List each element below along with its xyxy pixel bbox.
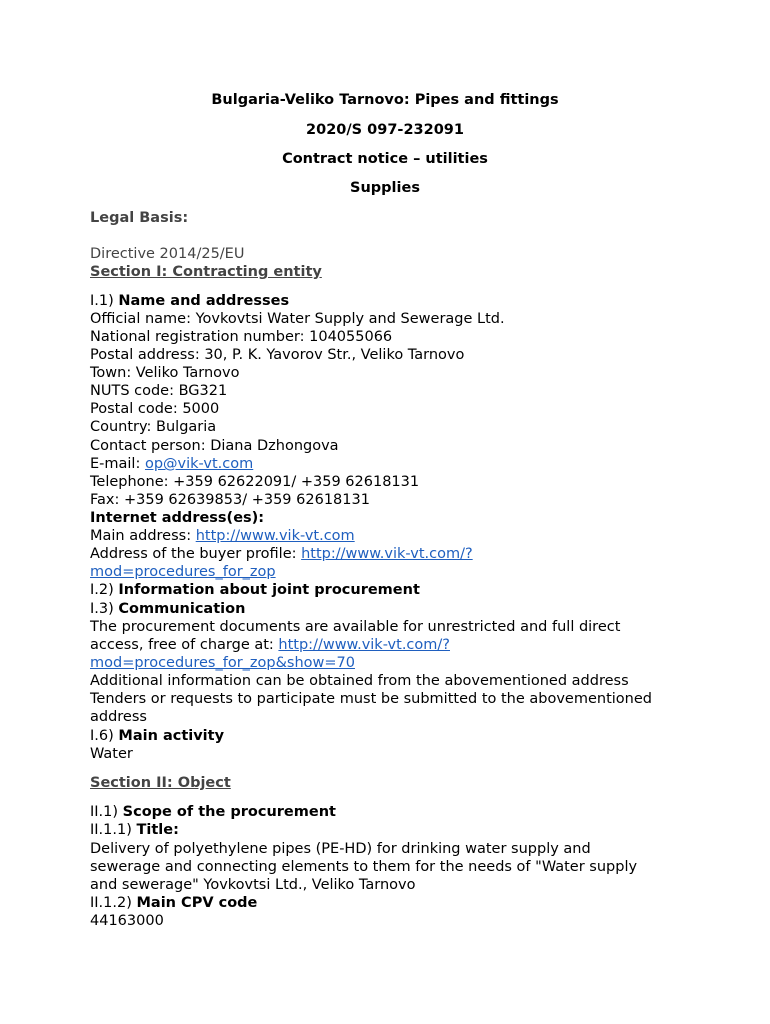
fax: Fax: +359 62639853/ +359 62618131 — [90, 492, 370, 508]
ii11-heading — [90, 821, 179, 839]
i6-title: Main activity — [118, 728, 225, 744]
i1-title: Name and addresses — [118, 293, 290, 309]
email-link[interactable]: op@vik-vt.com — [144, 456, 254, 472]
tenders-text-1: Tenders or requests to participate must be submitted to the abovementioned — [90, 691, 652, 707]
ii1-number: II.1) — [90, 804, 123, 820]
tenders-text-2: address — [90, 709, 147, 725]
docs-text-1: The procurement documents are available for unrestricted and full direct — [90, 619, 621, 635]
i6-heading — [90, 727, 224, 745]
i2-number: I.2) — [90, 582, 119, 598]
procurement-title-2: sewerage and connecting elements to them for the needs of "Water supply — [90, 859, 638, 875]
notice-number: 2020/S 097-232091 — [306, 122, 464, 138]
docs-text-line-2 — [90, 636, 450, 654]
buyer-profile-label: Address of the buyer profile: — [90, 546, 302, 562]
i1-number: I.1) — [90, 293, 119, 309]
ii12-number: II.1.2) — [90, 895, 137, 911]
nuts-code: NUTS code: BG321 — [90, 383, 228, 399]
procurement-title-1: Delivery of polyethylene pipes (PE-HD) for drinking water supply and — [90, 841, 591, 857]
cpv-code: 44163000 — [90, 913, 164, 929]
additional-info: Additional information can be obtained from the abovementioned address — [90, 673, 629, 689]
section-1-heading: Section I: Contracting entity — [90, 264, 322, 280]
docs-link-cont[interactable]: mod=procedures_for_zop&show=70 — [90, 655, 355, 671]
town: Town: Veliko Tarnovo — [90, 365, 240, 381]
buyer-profile-link[interactable]: http://www.vik-vt.com/? — [301, 546, 473, 562]
email-line — [90, 455, 253, 473]
legal-basis-directive: Directive 2014/25/EU — [90, 246, 245, 262]
main-address-label: Main address: — [90, 528, 196, 544]
i3-heading — [90, 600, 245, 618]
legal-basis-heading: Legal Basis: — [90, 210, 189, 226]
ii11-number: II.1.1) — [90, 822, 137, 838]
i2-heading — [90, 581, 420, 599]
ii1-heading — [90, 803, 336, 821]
docs-text-2: access, free of charge at: — [90, 637, 279, 653]
docs-link[interactable]: http://www.vik-vt.com/? — [278, 637, 450, 653]
buyer-profile-line-2 — [90, 563, 276, 581]
registration-number: National registration number: 104055066 — [90, 329, 393, 345]
notice-type: Contract notice – utilities — [282, 151, 488, 167]
telephone: Telephone: +359 62622091/ +359 62618131 — [90, 474, 420, 490]
document-title: Bulgaria-Veliko Tarnovo: Pipes and fittings — [211, 92, 559, 108]
main-address-line — [90, 527, 355, 545]
main-address-link[interactable]: http://www.vik-vt.com — [195, 528, 355, 544]
internet-address-heading: Internet address(es): — [90, 510, 265, 526]
i3-number: I.3) — [90, 601, 119, 617]
buyer-profile-link-cont[interactable]: mod=procedures_for_zop — [90, 564, 276, 580]
i2-title: Information about joint procurement — [118, 582, 420, 598]
i1-heading — [90, 292, 289, 310]
buyer-profile-line — [90, 545, 473, 563]
ii11-title: Title: — [136, 822, 179, 838]
i6-number: I.6) — [90, 728, 119, 744]
docs-link-line-2 — [90, 654, 355, 672]
ii1-title: Scope of the procurement — [122, 804, 336, 820]
country: Country: Bulgaria — [90, 419, 217, 435]
postal-code: Postal code: 5000 — [90, 401, 220, 417]
i3-title: Communication — [118, 601, 246, 617]
official-name: Official name: Yovkovtsi Water Supply and Sewerage Ltd. — [90, 311, 505, 327]
ii12-title: Main CPV code — [136, 895, 258, 911]
postal-address: Postal address: 30, P. K. Yavorov Str., Veliko Tarnovo — [90, 347, 465, 363]
email-label: E-mail: — [90, 456, 145, 472]
procurement-title-3: and sewerage" Yovkovtsi Ltd., Veliko Tarnovo — [90, 877, 416, 893]
section-2-heading: Section II: Object — [90, 775, 231, 791]
contact-person: Contact person: Diana Dzhongova — [90, 438, 339, 454]
contract-type: Supplies — [350, 180, 420, 196]
ii12-heading — [90, 894, 257, 912]
main-activity: Water — [90, 746, 133, 762]
